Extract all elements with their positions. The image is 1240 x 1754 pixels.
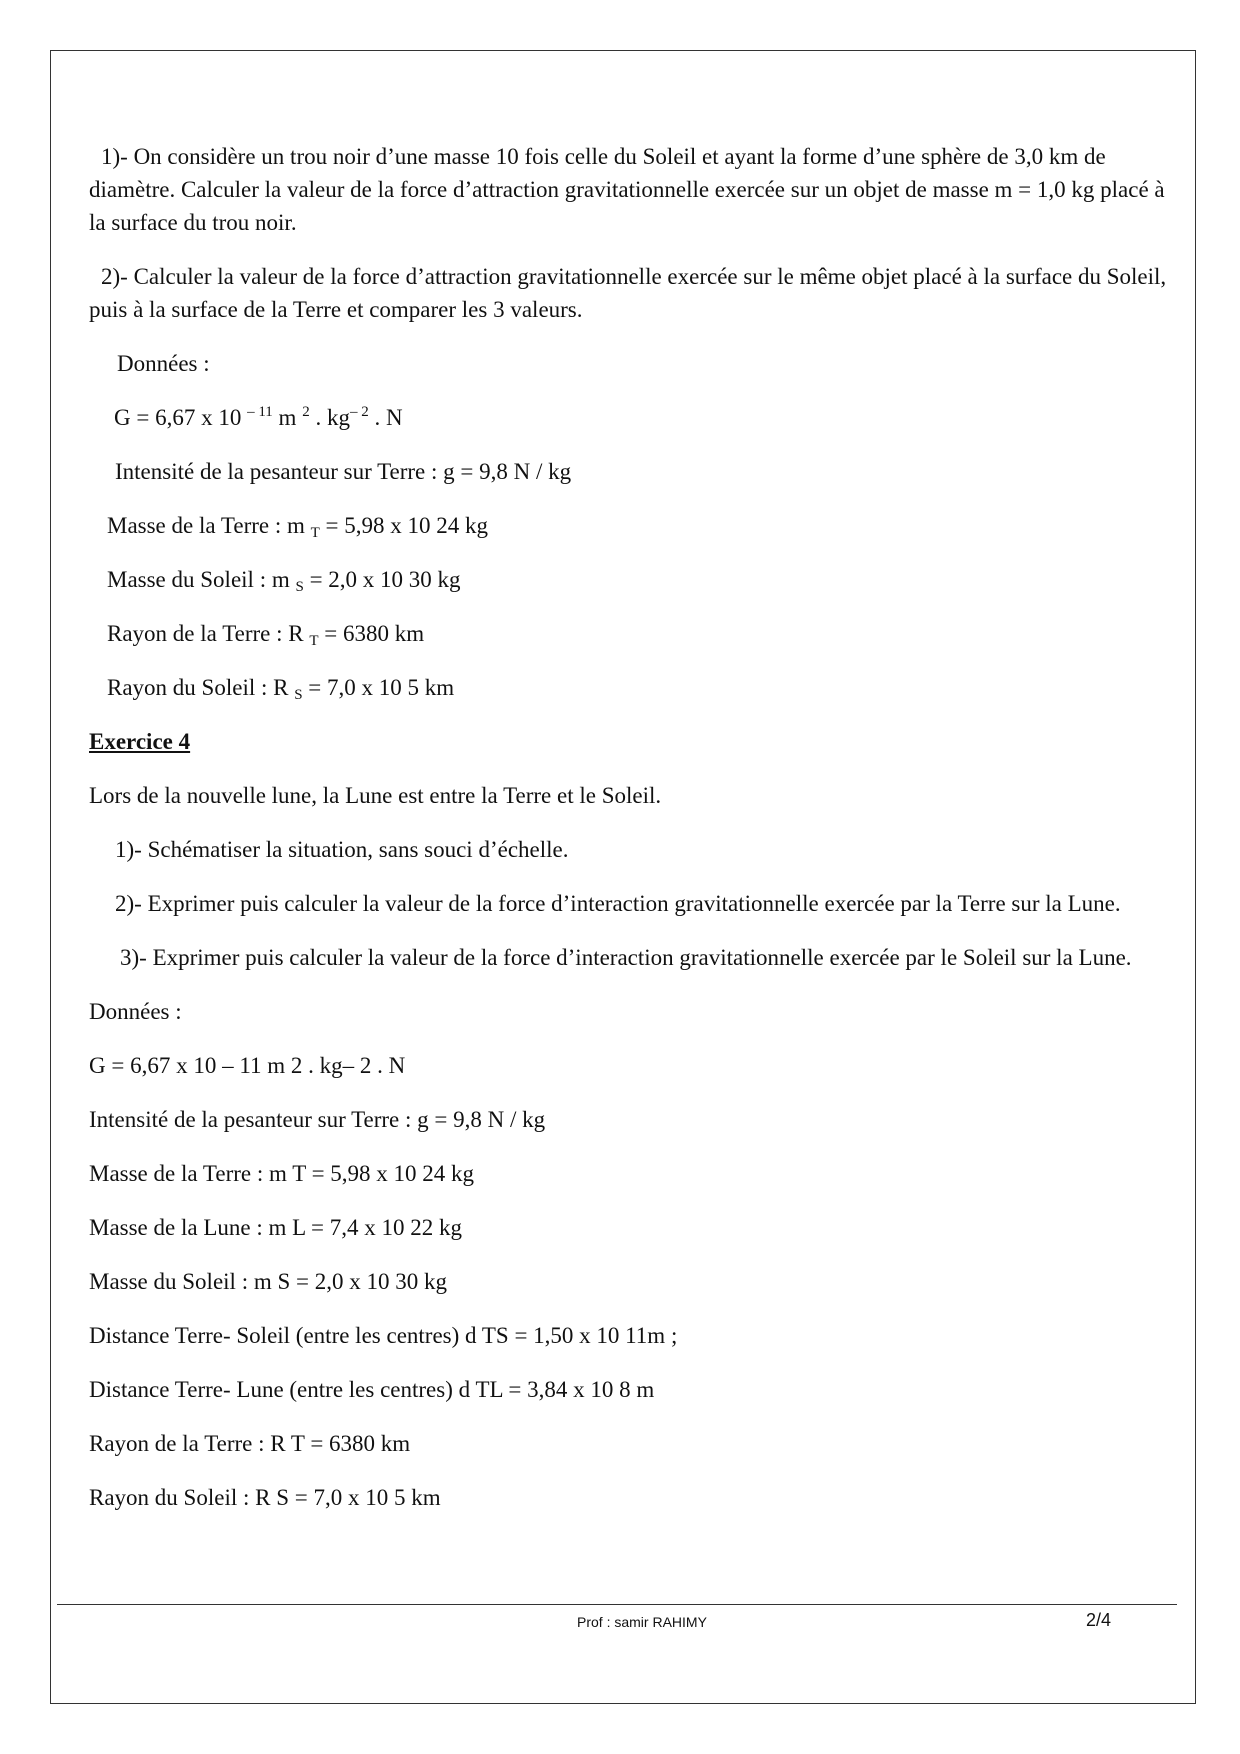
footer-divider xyxy=(57,1604,1177,1605)
footer-author: Prof : samir RAHIMY xyxy=(577,1614,707,1630)
ex4-data-line: Distance Terre- Soleil (entre les centres) d TS = 1,50 x 10 11m ; xyxy=(89,1323,678,1348)
ex4-question-1: 1)- Schématiser la situation, sans souci d’échelle. xyxy=(115,837,569,862)
ex3-donnees-label: Données : xyxy=(117,351,210,376)
ex3-rayon-soleil: Rayon du Soleil : R $_S$ = 7,0 x 10 5 km xyxy=(107,675,455,703)
ex4-data-line: Rayon du Soleil : R S = 7,0 x 10 5 km xyxy=(89,1485,441,1510)
ex4-data-line: Masse de la Terre : m T = 5,98 x 10 24 kg xyxy=(89,1161,475,1186)
ex3-question-2: 2)- Calculer la valeur de la force d’attraction gravitationnelle exercée sur le même objet placé à la surface du Soleil, puis à la surface de la Terre et comparer les 3 valeurs. xyxy=(89,264,1167,322)
ex3-masse-terre: Masse de la Terre : m $_T$ = 5,98 x 10 24 kg xyxy=(107,513,489,541)
ex4-question-2: 2)- Exprimer puis calculer la valeur de la force d’interaction gravitationnelle exercée par la Terre sur la Lune. xyxy=(115,891,1121,916)
ex4-data-line: Masse du Soleil : m S = 2,0 x 10 30 kg xyxy=(89,1269,447,1294)
ex3-gravitational-constant: G = 6,67 x 10 $^{- 11}$ m $^2$ . $kg^{- 2}$ . N xyxy=(114,404,403,430)
ex4-question-3: 3)- Exprimer puis calculer la valeur de la force d’interaction gravitationnelle exercée par le Soleil sur la Lune. xyxy=(120,945,1132,970)
page-content xyxy=(89,140,1179,1514)
page-number: 2/4 xyxy=(1086,1610,1112,1630)
ex4-data-line: G = 6,67 x 10 – 11 m 2 . kg– 2 . N xyxy=(89,1053,406,1078)
ex3-pesanteur: Intensité de la pesanteur sur Terre : g = 9,8 N / kg xyxy=(115,459,572,484)
ex4-data-line: Rayon de la Terre : R T = 6380 km xyxy=(89,1431,411,1456)
ex4-data-line: Distance Terre- Lune (entre les centres) d TL = 3,84 x 10 8 m xyxy=(89,1377,655,1402)
ex4-data-line: Intensité de la pesanteur sur Terre : g = 9,8 N / kg xyxy=(89,1107,546,1132)
ex4-intro: Lors de la nouvelle lune, la Lune est entre la Terre et le Soleil. xyxy=(89,783,662,808)
ex3-masse-soleil: Masse du Soleil : m $_S$ = 2,0 x 10 30 kg xyxy=(107,567,461,595)
ex4-donnees-label: Données : xyxy=(89,999,182,1024)
ex3-rayon-terre: Rayon de la Terre : R $_T$ = 6380 km xyxy=(107,621,425,649)
ex3-question-1: 1)- On considère un trou noir d’une masse 10 fois celle du Soleil et ayant la forme d’une sphère de 3,0 km de diamètre. Calculer la valeur de la force d’attraction gravitationnelle exercée sur un objet de masse m = 1,0 kg placé à la surface du trou noir. xyxy=(89,144,1165,235)
ex4-data-line: Masse de la Lune : m L = 7,4 x 10 22 kg xyxy=(89,1215,463,1240)
ex4-heading: Exercice 4 xyxy=(89,729,191,754)
